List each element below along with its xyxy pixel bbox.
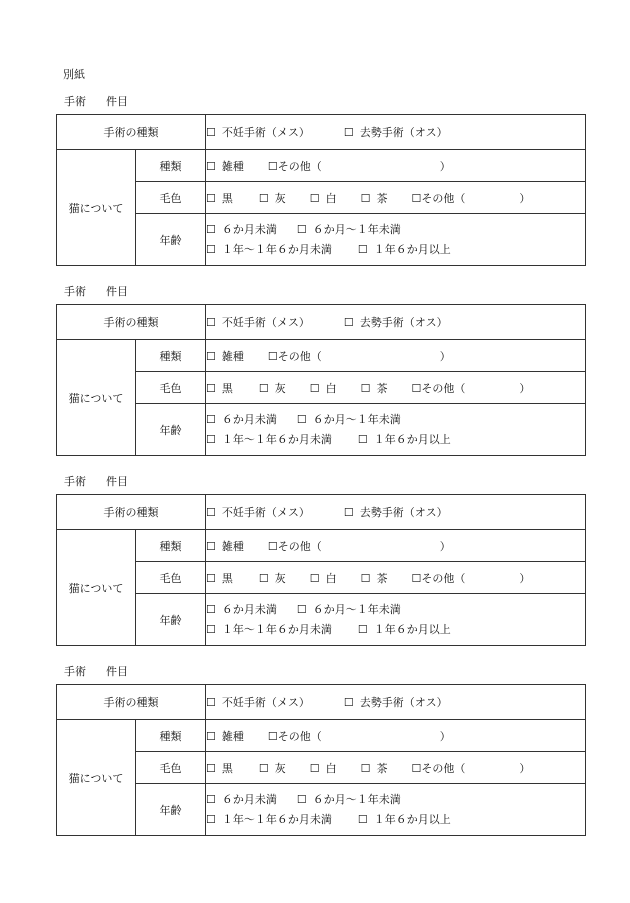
checkbox-icon[interactable]: ☐ xyxy=(206,349,216,363)
option-label: 去勢手術（オス） xyxy=(359,506,448,519)
breed-row xyxy=(57,720,586,752)
option-label: 白 xyxy=(325,571,337,585)
checkbox-icon[interactable]: ☐ xyxy=(296,792,307,806)
option-close-paren: ） xyxy=(439,159,451,173)
checkbox-icon[interactable]: ☐ xyxy=(267,159,278,173)
option-over-1y6m[interactable] xyxy=(358,430,451,450)
option-coat-other[interactable] xyxy=(412,760,531,776)
option-label: １年６か月以上 xyxy=(373,242,451,256)
surgery-type-row xyxy=(57,495,586,530)
checkbox-icon[interactable]: ☐ xyxy=(206,571,216,585)
coat-label: 毛色 xyxy=(136,752,206,784)
breed-row xyxy=(57,530,586,562)
option-label: 雑種 xyxy=(221,159,244,173)
option-close-paren: ） xyxy=(439,349,451,363)
checkbox-icon[interactable]: ☐ xyxy=(206,126,216,139)
checkbox-icon[interactable]: ☐ xyxy=(309,761,320,775)
checkbox-icon[interactable]: ☐ xyxy=(411,761,422,775)
option-label: 黒 xyxy=(221,571,233,585)
option-label: その他（ xyxy=(421,761,466,775)
checkbox-icon[interactable]: ☐ xyxy=(206,729,216,743)
surgery-type-options xyxy=(206,305,586,340)
case-header-suffix: 件目 xyxy=(106,285,128,298)
option-black[interactable] xyxy=(206,190,233,206)
surgery-type-label: 手術の種類 xyxy=(57,115,206,150)
option-label: ６か月～１年未満 xyxy=(312,602,401,616)
option-under-6m[interactable] xyxy=(206,220,277,240)
option-brown[interactable] xyxy=(361,570,388,586)
option-gray[interactable] xyxy=(259,380,286,396)
option-1y-1y6m[interactable] xyxy=(206,620,332,640)
option-label: ６か月～１年未満 xyxy=(312,222,401,236)
checkbox-icon[interactable]: ☐ xyxy=(206,159,216,173)
option-1y-1y6m[interactable] xyxy=(206,240,332,260)
surgery-type-options xyxy=(206,495,586,530)
option-label: １年６か月以上 xyxy=(373,622,451,636)
checkbox-icon[interactable]: ☐ xyxy=(206,761,216,775)
option-breed-other[interactable] xyxy=(268,728,451,744)
about-cat-label: 猫について xyxy=(57,150,136,266)
option-label: 不妊手術（メス） xyxy=(221,696,310,709)
checkbox-icon[interactable]: ☐ xyxy=(360,381,371,395)
checkbox-icon[interactable]: ☐ xyxy=(206,316,216,329)
option-label: １年６か月以上 xyxy=(373,432,451,446)
age-line-1 xyxy=(206,410,585,430)
breed-row xyxy=(57,340,586,372)
age-options xyxy=(206,214,586,266)
option-black[interactable] xyxy=(206,760,233,776)
age-line-1 xyxy=(206,600,585,620)
checkbox-icon[interactable]: ☐ xyxy=(296,222,307,236)
option-label: その他（ xyxy=(277,349,322,363)
option-label: 灰 xyxy=(274,381,286,395)
option-label: 雑種 xyxy=(221,729,244,743)
option-label: 白 xyxy=(325,191,337,205)
option-label: 茶 xyxy=(376,761,388,775)
checkbox-icon[interactable]: ☐ xyxy=(206,506,216,519)
surgery-form-table xyxy=(56,684,586,836)
attachment-label: 別紙 xyxy=(63,68,85,81)
checkbox-icon[interactable]: ☐ xyxy=(267,349,278,363)
surgery-type-label: 手術の種類 xyxy=(57,305,206,340)
surgery-form-table xyxy=(56,304,586,456)
checkbox-icon[interactable]: ☐ xyxy=(357,812,368,826)
case-header-suffix: 件目 xyxy=(106,95,128,108)
breed-label: 種類 xyxy=(136,150,206,182)
coat-options xyxy=(206,562,586,594)
option-label: ６か月未満 xyxy=(221,222,277,236)
option-label: 去勢手術（オス） xyxy=(359,696,448,709)
option-6m-1y[interactable] xyxy=(297,790,401,810)
option-close-paren: ） xyxy=(519,761,531,775)
checkbox-icon[interactable]: ☐ xyxy=(206,602,216,616)
option-neuter[interactable] xyxy=(344,694,448,710)
checkbox-icon[interactable]: ☐ xyxy=(267,729,278,743)
age-row xyxy=(57,404,586,456)
option-label: 黒 xyxy=(221,761,233,775)
checkbox-icon[interactable]: ☐ xyxy=(343,316,354,329)
age-line-1 xyxy=(206,220,585,240)
option-breed-other[interactable] xyxy=(268,348,451,364)
checkbox-icon[interactable]: ☐ xyxy=(309,191,320,205)
checkbox-icon[interactable]: ☐ xyxy=(343,696,354,709)
option-1y-1y6m[interactable] xyxy=(206,430,332,450)
checkbox-icon[interactable]: ☐ xyxy=(206,191,216,205)
surgery-form-table xyxy=(56,494,586,646)
about-cat-label: 猫について xyxy=(57,340,136,456)
case-header-prefix: 手術 xyxy=(64,285,86,298)
checkbox-icon[interactable]: ☐ xyxy=(258,191,269,205)
age-row xyxy=(57,594,586,646)
option-label: 灰 xyxy=(274,571,286,585)
option-gray[interactable] xyxy=(259,570,286,586)
breed-label: 種類 xyxy=(136,340,206,372)
option-black[interactable] xyxy=(206,380,233,396)
option-label: その他（ xyxy=(421,381,466,395)
option-close-paren: ） xyxy=(439,539,451,553)
checkbox-icon[interactable]: ☐ xyxy=(206,242,216,256)
option-close-paren: ） xyxy=(519,381,531,395)
age-line-2 xyxy=(206,620,585,640)
checkbox-icon[interactable]: ☐ xyxy=(357,242,368,256)
option-brown[interactable] xyxy=(361,760,388,776)
option-spay[interactable] xyxy=(206,124,310,140)
checkbox-icon[interactable]: ☐ xyxy=(206,412,216,426)
case-header-suffix: 件目 xyxy=(106,475,128,488)
option-brown[interactable] xyxy=(361,380,388,396)
option-label: １年６か月以上 xyxy=(373,812,451,826)
option-6m-1y[interactable] xyxy=(297,220,401,240)
coat-options xyxy=(206,752,586,784)
checkbox-icon[interactable]: ☐ xyxy=(206,381,216,395)
option-label: その他（ xyxy=(277,539,322,553)
age-line-2 xyxy=(206,810,585,830)
option-neuter[interactable] xyxy=(344,314,448,330)
option-label: 灰 xyxy=(274,191,286,205)
option-label: その他（ xyxy=(421,571,466,585)
option-label: 雑種 xyxy=(221,539,244,553)
option-under-6m[interactable] xyxy=(206,790,277,810)
breed-row xyxy=(57,150,586,182)
age-label: 年齢 xyxy=(136,404,206,456)
checkbox-icon[interactable]: ☐ xyxy=(357,622,368,636)
checkbox-icon[interactable]: ☐ xyxy=(267,539,278,553)
checkbox-icon[interactable]: ☐ xyxy=(411,381,422,395)
checkbox-icon[interactable]: ☐ xyxy=(411,191,422,205)
option-label: 白 xyxy=(325,381,337,395)
checkbox-icon[interactable]: ☐ xyxy=(206,222,216,236)
option-gray[interactable] xyxy=(259,760,286,776)
coat-options xyxy=(206,372,586,404)
checkbox-icon[interactable]: ☐ xyxy=(343,506,354,519)
age-line-2 xyxy=(206,430,585,450)
option-white[interactable] xyxy=(310,760,337,776)
case-header-prefix: 手術 xyxy=(64,475,86,488)
option-label: 不妊手術（メス） xyxy=(221,506,310,519)
checkbox-icon[interactable]: ☐ xyxy=(206,432,216,446)
coat-label: 毛色 xyxy=(136,372,206,404)
checkbox-icon[interactable]: ☐ xyxy=(296,602,307,616)
age-line-1 xyxy=(206,790,585,810)
age-label: 年齢 xyxy=(136,594,206,646)
checkbox-icon[interactable]: ☐ xyxy=(357,432,368,446)
option-over-1y6m[interactable] xyxy=(358,810,451,830)
option-spay[interactable] xyxy=(206,504,310,520)
option-breed-other[interactable] xyxy=(268,158,451,174)
option-coat-other[interactable] xyxy=(412,570,531,586)
option-label: １年～１年６か月未満 xyxy=(221,242,332,256)
checkbox-icon[interactable]: ☐ xyxy=(206,622,216,636)
coat-row xyxy=(57,182,586,214)
option-label: その他（ xyxy=(277,159,322,173)
option-mixed[interactable] xyxy=(206,348,244,364)
case-header-suffix: 件目 xyxy=(106,665,128,678)
checkbox-icon[interactable]: ☐ xyxy=(309,381,320,395)
option-neuter[interactable] xyxy=(344,504,448,520)
option-label: その他（ xyxy=(277,729,322,743)
option-label: 黒 xyxy=(221,191,233,205)
case-header xyxy=(64,476,128,488)
age-line-2 xyxy=(206,240,585,260)
option-label: 去勢手術（オス） xyxy=(359,316,448,329)
age-options xyxy=(206,594,586,646)
option-label: 茶 xyxy=(376,191,388,205)
option-white[interactable] xyxy=(310,570,337,586)
option-close-paren: ） xyxy=(439,729,451,743)
breed-options xyxy=(206,150,586,182)
surgery-type-label: 手術の種類 xyxy=(57,685,206,720)
option-white[interactable] xyxy=(310,190,337,206)
breed-options xyxy=(206,530,586,562)
checkbox-icon[interactable]: ☐ xyxy=(206,696,216,709)
breed-label: 種類 xyxy=(136,720,206,752)
option-close-paren: ） xyxy=(519,571,531,585)
breed-options xyxy=(206,720,586,752)
breed-label: 種類 xyxy=(136,530,206,562)
option-black[interactable] xyxy=(206,570,233,586)
surgery-form-table xyxy=(56,114,586,266)
option-spay[interactable] xyxy=(206,694,310,710)
option-label: １年～１年６か月未満 xyxy=(221,812,332,826)
option-over-1y6m[interactable] xyxy=(358,620,451,640)
age-label: 年齢 xyxy=(136,784,206,836)
option-label: ６か月未満 xyxy=(221,602,277,616)
option-label: １年～１年６か月未満 xyxy=(221,432,332,446)
checkbox-icon[interactable]: ☐ xyxy=(360,761,371,775)
checkbox-icon[interactable]: ☐ xyxy=(309,571,320,585)
option-label: 白 xyxy=(325,761,337,775)
coat-row xyxy=(57,752,586,784)
option-over-1y6m[interactable] xyxy=(358,240,451,260)
option-under-6m[interactable] xyxy=(206,410,277,430)
option-label: 去勢手術（オス） xyxy=(359,126,448,139)
case-header-prefix: 手術 xyxy=(64,95,86,108)
checkbox-icon[interactable]: ☐ xyxy=(258,571,269,585)
option-label: ６か月～１年未満 xyxy=(312,412,401,426)
option-label: ６か月未満 xyxy=(221,412,277,426)
surgery-type-row xyxy=(57,115,586,150)
case-header xyxy=(64,286,128,298)
case-header xyxy=(64,96,128,108)
age-options xyxy=(206,784,586,836)
option-white[interactable] xyxy=(310,380,337,396)
option-label: 黒 xyxy=(221,381,233,395)
coat-options xyxy=(206,182,586,214)
option-mixed[interactable] xyxy=(206,538,244,554)
surgery-type-label: 手術の種類 xyxy=(57,495,206,530)
checkbox-icon[interactable]: ☐ xyxy=(206,792,216,806)
option-label: 茶 xyxy=(376,571,388,585)
age-row xyxy=(57,214,586,266)
option-close-paren: ） xyxy=(519,191,531,205)
age-label: 年齢 xyxy=(136,214,206,266)
option-under-6m[interactable] xyxy=(206,600,277,620)
option-label: 雑種 xyxy=(221,349,244,363)
option-1y-1y6m[interactable] xyxy=(206,810,332,830)
surgery-type-row xyxy=(57,685,586,720)
checkbox-icon[interactable]: ☐ xyxy=(360,191,371,205)
surgery-type-row xyxy=(57,305,586,340)
case-header-prefix: 手術 xyxy=(64,665,86,678)
option-breed-other[interactable] xyxy=(268,538,451,554)
breed-options xyxy=(206,340,586,372)
option-label: １年～１年６か月未満 xyxy=(221,622,332,636)
checkbox-icon[interactable]: ☐ xyxy=(411,571,422,585)
checkbox-icon[interactable]: ☐ xyxy=(258,761,269,775)
case-header xyxy=(64,666,128,678)
age-row xyxy=(57,784,586,836)
option-label: 灰 xyxy=(274,761,286,775)
age-options xyxy=(206,404,586,456)
option-neuter[interactable] xyxy=(344,124,448,140)
option-coat-other[interactable] xyxy=(412,190,531,206)
coat-row xyxy=(57,372,586,404)
coat-label: 毛色 xyxy=(136,562,206,594)
option-spay[interactable] xyxy=(206,314,310,330)
option-mixed[interactable] xyxy=(206,158,244,174)
checkbox-icon[interactable]: ☐ xyxy=(258,381,269,395)
option-6m-1y[interactable] xyxy=(297,600,401,620)
coat-row xyxy=(57,562,586,594)
option-label: ６か月未満 xyxy=(221,792,277,806)
checkbox-icon[interactable]: ☐ xyxy=(206,539,216,553)
checkbox-icon[interactable]: ☐ xyxy=(206,812,216,826)
checkbox-icon[interactable]: ☐ xyxy=(343,126,354,139)
surgery-type-options xyxy=(206,685,586,720)
checkbox-icon[interactable]: ☐ xyxy=(360,571,371,585)
option-6m-1y[interactable] xyxy=(297,410,401,430)
checkbox-icon[interactable]: ☐ xyxy=(296,412,307,426)
option-label: 不妊手術（メス） xyxy=(221,126,310,139)
about-cat-label: 猫について xyxy=(57,720,136,836)
about-cat-label: 猫について xyxy=(57,530,136,646)
option-label: ６か月～１年未満 xyxy=(312,792,401,806)
option-label: その他（ xyxy=(421,191,466,205)
option-brown[interactable] xyxy=(361,190,388,206)
option-gray[interactable] xyxy=(259,190,286,206)
option-label: 不妊手術（メス） xyxy=(221,316,310,329)
surgery-type-options xyxy=(206,115,586,150)
option-mixed[interactable] xyxy=(206,728,244,744)
option-coat-other[interactable] xyxy=(412,380,531,396)
coat-label: 毛色 xyxy=(136,182,206,214)
option-label: 茶 xyxy=(376,381,388,395)
